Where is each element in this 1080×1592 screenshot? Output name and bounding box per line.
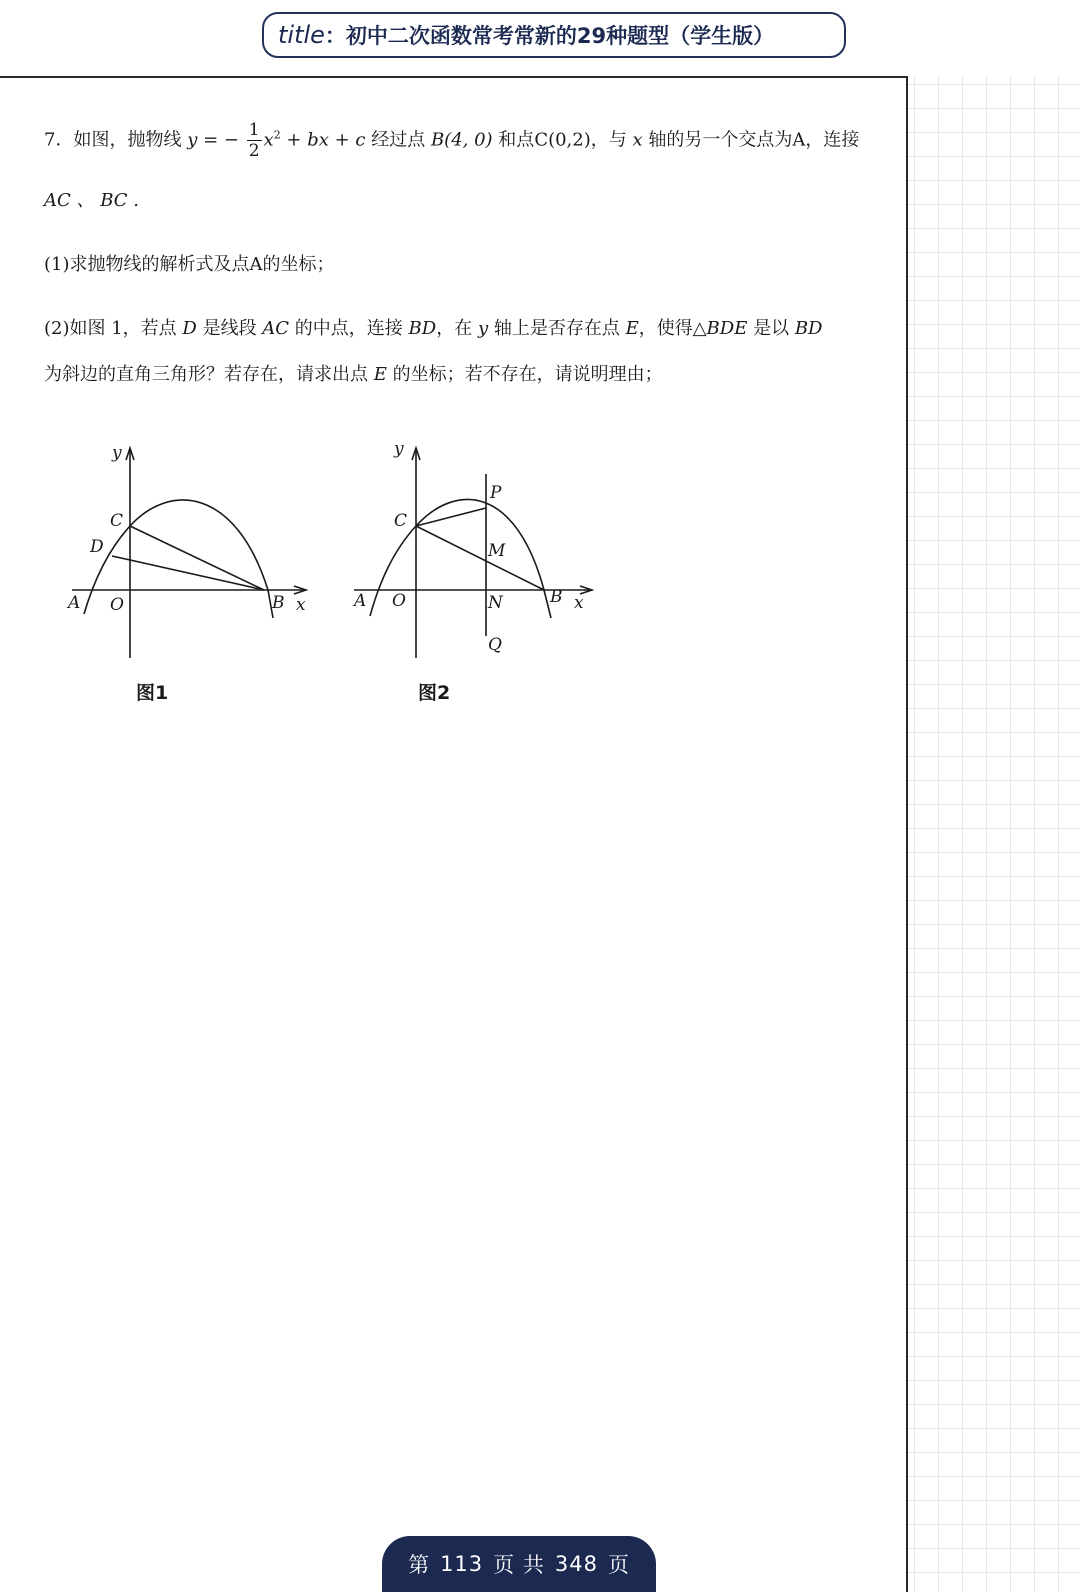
label-y: y [394,440,404,459]
text-segment: ，在 [436,318,478,339]
equation-rest: + bx + c [280,129,366,151]
point-b: B(4, 0) [430,129,493,151]
document-title [262,12,846,58]
text-segment: 和点 [492,129,535,151]
label-b: B [272,593,285,613]
label-o: O [110,595,124,615]
label-a: A [68,593,81,613]
pager-middle: 页 共 [493,1553,545,1577]
text-segment: ，使得 [638,318,693,339]
pager-prefix: 第 [408,1553,431,1577]
axis-x-label: x [632,129,643,151]
label-q: Q [488,635,502,655]
question-line-1 [44,120,859,161]
equation-exponent: 2 [273,128,281,142]
text-segment: ，与 [590,129,633,151]
label-n: N [488,593,503,613]
point-e: E [625,318,639,339]
title-key: title [278,21,325,49]
axis-y-label: y [477,318,489,339]
figure-1-caption: 图1 [136,682,169,704]
triangle-bde: △BDE [692,318,748,339]
header-bar [0,0,1080,78]
label-d: D [90,537,104,557]
fraction-denominator: 2 [248,141,260,161]
text-segment: 是线段 [196,318,263,339]
figure-1 [60,440,320,660]
text-segment: 轴上是否存在点 [488,318,626,339]
segment-db [112,556,264,590]
equation-lhs: y = − [187,129,239,151]
label-o: O [392,591,406,611]
label-a: A [354,591,367,611]
text-segment: 的坐标；若不存在，请说明理由； [386,364,663,385]
label-c: C [394,511,408,531]
text-segment: 轴的另一个交点为A，连接 [642,129,860,151]
label-p: P [490,483,502,503]
label-x: x [296,595,306,615]
segment-cb [130,526,264,590]
pager-total: 348 [554,1552,598,1576]
segment-bd: BD [794,318,823,339]
text-segment: 是以 [747,318,795,339]
label-m: M [488,541,506,561]
label-y: y [112,443,122,463]
label-b: B [550,587,563,607]
pager-suffix: 页 [607,1553,630,1577]
question-part-2-line-1 [44,314,822,340]
equation-fraction [247,120,262,161]
figure-2-caption: 图2 [418,682,451,704]
text-segment: (2)如图 1，若点 [44,318,183,339]
question-line-2: AC 、 BC . [44,190,139,211]
question-part-1: (1)求抛物线的解析式及点A的坐标； [44,254,335,275]
label-x: x [574,593,584,613]
label-c: C [110,511,124,531]
title-separator: ： [324,24,346,48]
pager-current: 113 [440,1552,484,1576]
notes-grid-panel [906,76,1080,1592]
page-indicator [382,1536,656,1592]
equation-x: x [263,129,274,151]
segment-cb [416,526,544,590]
fraction-numerator: 1 [248,120,260,140]
question-number: 7．如图，抛物线 [44,129,182,151]
question-part-2-line-2 [44,360,663,386]
segment-bd: BD [408,318,437,339]
point-d: D [182,318,197,339]
text-segment: 经过点 [365,129,431,151]
title-value: 初中二次函数常考常新的29种题型（学生版） [345,24,775,48]
figure-2 [346,440,606,670]
text-segment: 为斜边的直角三角形？若存在，请求出点 [44,364,374,385]
segment-cp [416,508,486,526]
segment-ac: AC [262,318,290,339]
point-c: C(0,2) [534,129,591,151]
text-segment: 的中点，连接 [289,318,409,339]
point-e: E [373,364,387,385]
